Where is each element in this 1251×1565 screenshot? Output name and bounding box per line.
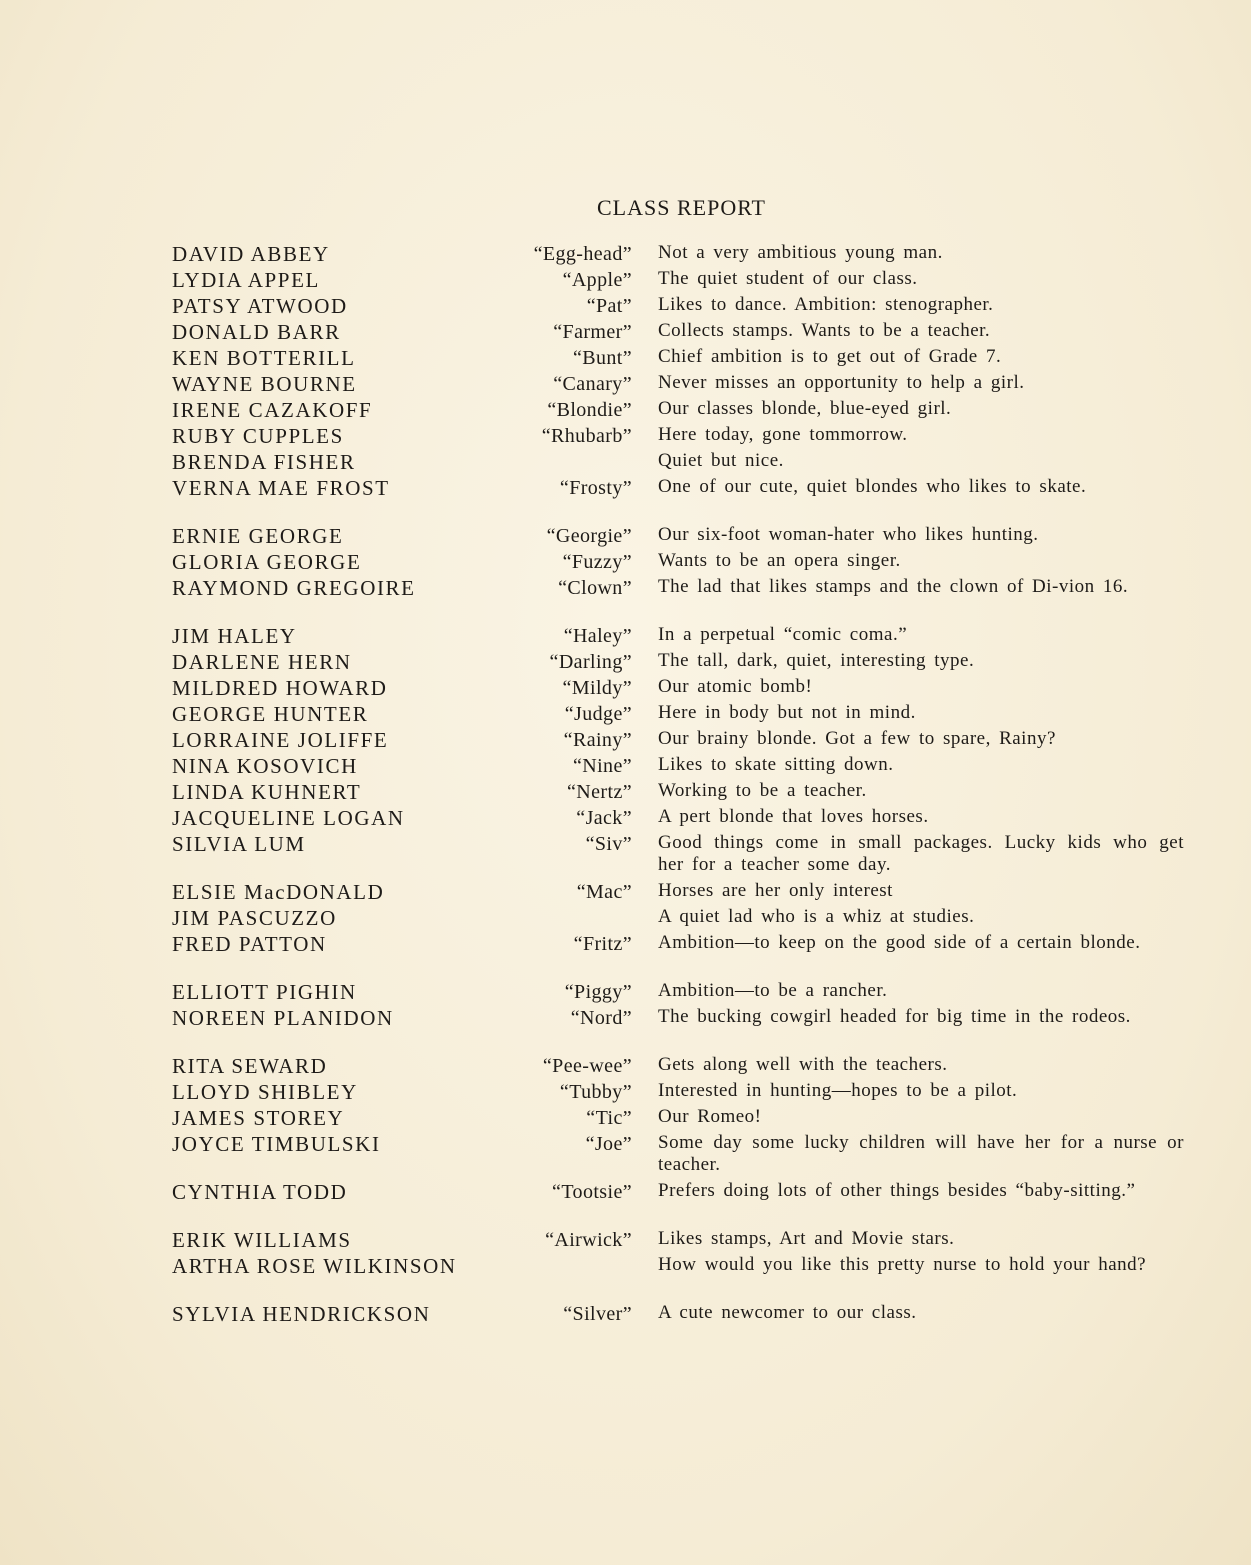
student-nickname: “Tubby”: [559, 1081, 632, 1103]
student-name: JAMES STOREY: [172, 1106, 345, 1130]
student-row: [172, 1132, 1184, 1180]
student-description: A quiet lad who is a whiz at studies.: [658, 906, 975, 927]
student-row: [172, 1054, 1184, 1080]
student-description: Likes to dance. Ambition: stenographer.: [658, 294, 994, 315]
student-nickname: “Siv”: [585, 833, 632, 855]
student-name: RUBY CUPPLES: [172, 424, 344, 448]
student-nickname: “Mac”: [576, 881, 632, 903]
student-row: [172, 476, 1184, 524]
student-row: [172, 1302, 1184, 1328]
student-description: The tall, dark, quiet, interesting type.: [658, 650, 975, 671]
student-row: [172, 1180, 1184, 1228]
student-nickname: “Darling”: [549, 651, 632, 673]
student-name: LINDA KUHNERT: [172, 780, 362, 804]
student-row: [172, 294, 1184, 320]
student-description: Ambition—to be a rancher.: [658, 980, 888, 1001]
student-row: [172, 650, 1184, 676]
student-description: Here in body but not in mind.: [658, 702, 916, 723]
student-nickname: “Fuzzy”: [562, 551, 632, 573]
student-description: Our Romeo!: [658, 1106, 762, 1127]
student-row: [172, 932, 1184, 980]
student-description: Never misses an opportunity to help a girl.: [658, 372, 1025, 393]
student-row: [172, 702, 1184, 728]
student-row: [172, 1254, 1184, 1302]
student-nickname: “Georgie”: [546, 525, 632, 547]
student-nickname: “Jack”: [576, 807, 632, 829]
student-row: [172, 576, 1184, 624]
student-description: Not a very ambitious young man.: [658, 242, 943, 263]
student-name: NOREEN PLANIDON: [172, 1006, 394, 1030]
student-row: [172, 524, 1184, 550]
student-name: JOYCE TIMBULSKI: [172, 1132, 381, 1156]
student-nickname: “Joe”: [585, 1133, 632, 1155]
student-name: SYLVIA HENDRICKSON: [172, 1302, 431, 1326]
student-row: [172, 320, 1184, 346]
student-name: BRENDA FISHER: [172, 450, 356, 474]
student-nickname: “Fritz”: [573, 933, 632, 955]
student-nickname: “Airwick”: [545, 1229, 632, 1251]
student-row: [172, 346, 1184, 372]
student-row: [172, 980, 1184, 1006]
student-description: Ambition—to keep on the good side of a certain blonde.: [658, 932, 1141, 953]
student-description: A pert blonde that loves horses.: [658, 806, 929, 827]
student-row: [172, 398, 1184, 424]
student-name: MILDRED HOWARD: [172, 676, 388, 700]
student-name: DAVID ABBEY: [172, 242, 330, 266]
student-name: ERNIE GEORGE: [172, 524, 344, 548]
student-nickname: “Nertz”: [567, 781, 632, 803]
student-name: RITA SEWARD: [172, 1054, 328, 1078]
student-nickname: “Canary”: [553, 373, 632, 395]
student-nickname: “Tootsie”: [552, 1181, 632, 1203]
student-description: Working to be a teacher.: [658, 780, 867, 801]
student-row: [172, 754, 1184, 780]
student-description: Here today, gone tommorrow.: [658, 424, 908, 445]
student-nickname: “Blondie”: [547, 399, 632, 421]
student-description: Our six-foot woman-hater who likes hunting.: [658, 524, 1039, 545]
student-nickname: “Rainy”: [563, 729, 632, 751]
student-description: A cute newcomer to our class.: [658, 1302, 917, 1323]
student-name: ARTHA ROSE WILKINSON: [172, 1254, 457, 1278]
student-description: Interested in hunting—hopes to be a pilot.: [658, 1080, 1018, 1101]
student-name: NINA KOSOVICH: [172, 754, 358, 778]
page-title: CLASS REPORT: [597, 195, 766, 220]
student-description: In a perpetual “comic coma.”: [658, 624, 908, 645]
student-nickname: “Silver”: [563, 1303, 632, 1325]
student-row: [172, 676, 1184, 702]
student-name: KEN BOTTERILL: [172, 346, 356, 370]
student-name: ERIK WILLIAMS: [172, 1228, 352, 1252]
student-nickname: “Piggy”: [564, 981, 632, 1003]
student-name: SILVIA LUM: [172, 832, 306, 856]
student-name: GLORIA GEORGE: [172, 550, 362, 574]
student-description: Our atomic bomb!: [658, 676, 813, 697]
student-name: LLOYD SHIBLEY: [172, 1080, 358, 1104]
student-row: [172, 268, 1184, 294]
student-description: Gets along well with the teachers.: [658, 1054, 948, 1075]
student-description: Prefers doing lots of other things besides “baby-sitting.”: [658, 1180, 1136, 1201]
student-nickname: “Nine”: [572, 755, 632, 777]
student-name: DONALD BARR: [172, 320, 341, 344]
student-nickname: “Nord”: [570, 1007, 632, 1029]
student-nickname: “Rhubarb”: [541, 425, 632, 447]
student-description: One of our cute, quiet blondes who likes to skate.: [658, 476, 1087, 497]
student-row: [172, 372, 1184, 398]
student-name: LORRAINE JOLIFFE: [172, 728, 389, 752]
student-nickname: “Farmer”: [553, 321, 632, 343]
student-name: PATSY ATWOOD: [172, 294, 348, 318]
student-description: Wants to be an opera singer.: [658, 550, 901, 571]
student-row: [172, 728, 1184, 754]
student-description: Some day some lucky children will have her for a nurse or teacher.: [658, 1132, 1184, 1175]
student-description: Quiet but nice.: [658, 450, 784, 471]
student-name: JIM PASCUZZO: [172, 906, 337, 930]
student-nickname: “Clown”: [558, 577, 632, 599]
student-row: [172, 1080, 1184, 1106]
student-row: [172, 424, 1184, 450]
student-name: JIM HALEY: [172, 624, 297, 648]
student-nickname: “Tic”: [586, 1107, 632, 1129]
student-description: Chief ambition is to get out of Grade 7.: [658, 346, 1002, 367]
student-nickname: “Egg-head”: [533, 243, 632, 265]
student-row: [172, 906, 1184, 932]
student-row: [172, 1106, 1184, 1132]
student-description: Likes to skate sitting down.: [658, 754, 894, 775]
student-name: ELSIE MacDONALD: [172, 880, 385, 904]
student-name: JACQUELINE LOGAN: [172, 806, 405, 830]
student-name: LYDIA APPEL: [172, 268, 320, 292]
student-name: CYNTHIA TODD: [172, 1180, 348, 1204]
student-nickname: “Judge”: [564, 703, 632, 725]
student-name: GEORGE HUNTER: [172, 702, 369, 726]
student-nickname: “Haley”: [563, 625, 632, 647]
student-description: The lad that likes stamps and the clown of Di-vion 16.: [658, 576, 1129, 597]
student-description: Likes stamps, Art and Movie stars.: [658, 1228, 955, 1249]
student-row: [172, 624, 1184, 650]
student-name: FRED PATTON: [172, 932, 327, 956]
student-nickname: “Frosty”: [559, 477, 632, 499]
student-name: ELLIOTT PIGHIN: [172, 980, 357, 1004]
student-description: Our brainy blonde. Got a few to spare, Rainy?: [658, 728, 1056, 749]
student-description: The bucking cowgirl headed for big time in the rodeos.: [658, 1006, 1131, 1027]
student-name: WAYNE BOURNE: [172, 372, 357, 396]
student-row: [172, 1006, 1184, 1054]
student-row: [172, 880, 1184, 906]
student-row: [172, 1228, 1184, 1254]
class-report-list: [172, 242, 1184, 1328]
student-description: How would you like this pretty nurse to hold your hand?: [658, 1254, 1147, 1275]
student-description: Collects stamps. Wants to be a teacher.: [658, 320, 991, 341]
student-row: [172, 832, 1184, 880]
student-row: [172, 780, 1184, 806]
student-row: [172, 550, 1184, 576]
student-name: VERNA MAE FROST: [172, 476, 390, 500]
student-name: IRENE CAZAKOFF: [172, 398, 373, 422]
student-description: The quiet student of our class.: [658, 268, 918, 289]
student-row: [172, 806, 1184, 832]
student-nickname: “Pat”: [586, 295, 632, 317]
student-description: Our classes blonde, blue-eyed girl.: [658, 398, 952, 419]
student-description: Horses are her only interest: [658, 880, 893, 901]
student-nickname: “Bunt”: [572, 347, 632, 369]
student-description: Good things come in small packages. Lucky kids who get her for a teacher some day.: [658, 832, 1184, 875]
student-row: [172, 450, 1184, 476]
student-row: [172, 242, 1184, 268]
student-name: RAYMOND GREGOIRE: [172, 576, 416, 600]
student-nickname: “Mildy”: [562, 677, 632, 699]
student-name: DARLENE HERN: [172, 650, 352, 674]
student-nickname: “Pee-wee”: [542, 1055, 632, 1077]
student-nickname: “Apple”: [562, 269, 632, 291]
